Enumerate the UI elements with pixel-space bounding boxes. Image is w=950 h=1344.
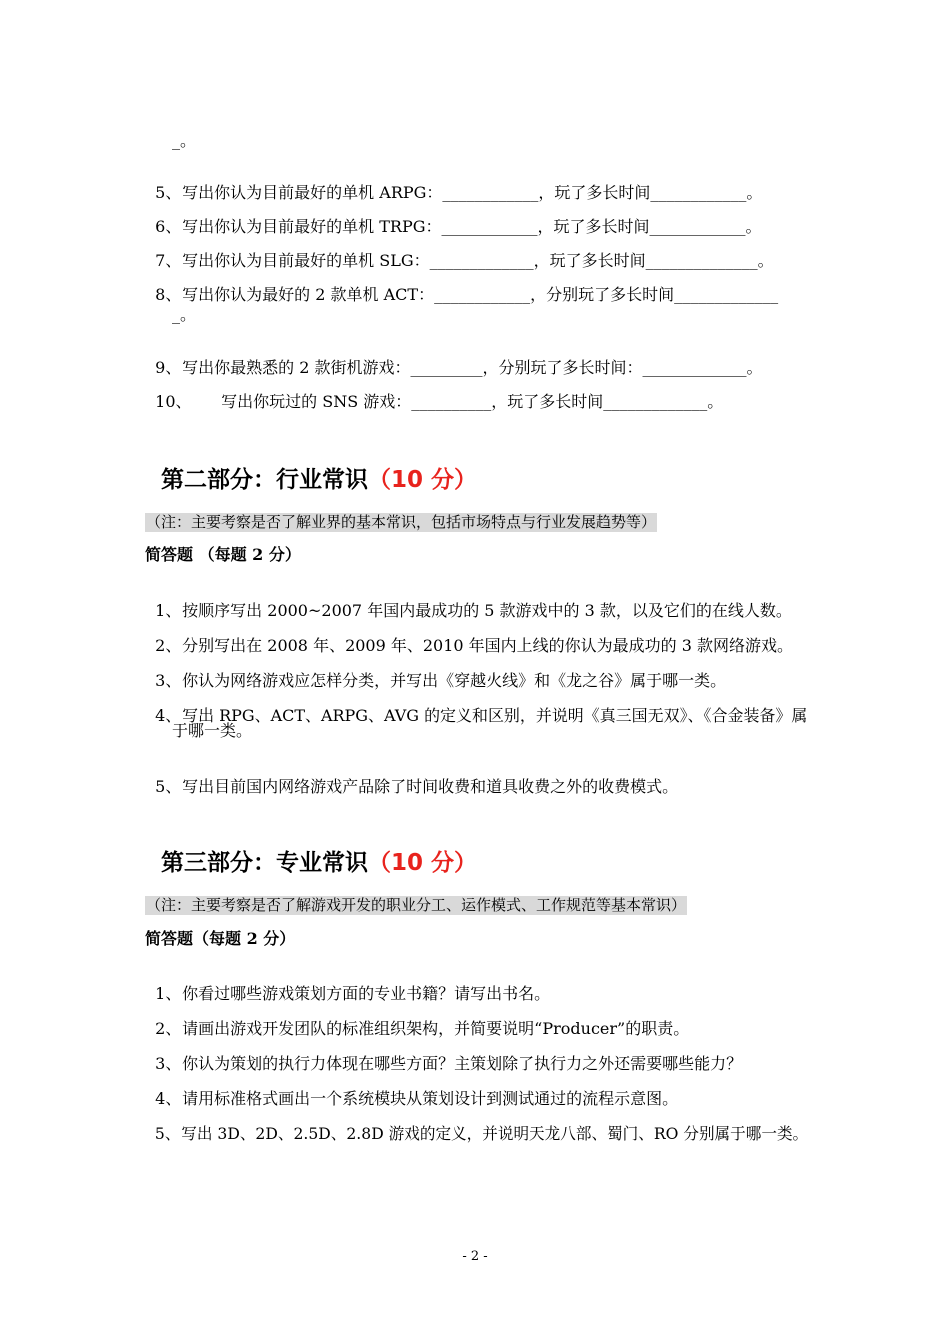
question-text: 你认为策划的执行力体现在哪些方面？主策划除了执行力之外还需要哪些能力？	[182, 1054, 743, 1073]
question-text: 写出 RPG、ACT、ARPG、AVG 的定义和区别，并说明《真三国无双》、《合金装备》属	[182, 706, 808, 725]
question-item	[145, 616, 793, 656]
question-number: 1、	[155, 601, 182, 620]
question-number: 6、	[155, 217, 182, 236]
question-number: 8、	[155, 285, 182, 304]
question-item	[145, 1104, 808, 1144]
section-heading	[145, 818, 477, 878]
question-text: 写出目前国内网络游戏产品除了时间收费和道具收费之外的收费模式。	[182, 777, 679, 796]
question-text: 写出你玩过的 SNS 游戏：__________，玩了多长时间_____________。	[221, 392, 724, 411]
question-item	[145, 757, 678, 797]
question-text: 写出你认为最好的 2 款单机 ACT：____________，分别玩了多长时间_____________	[182, 285, 779, 304]
question-number: 2、	[155, 1019, 182, 1038]
question-number: 3、	[155, 1054, 182, 1073]
question-number: 1、	[155, 984, 182, 1003]
question-item	[145, 1069, 678, 1109]
continuation-line: _。	[172, 305, 197, 324]
question-number: 5、	[155, 777, 182, 796]
question-number: 2、	[155, 636, 182, 655]
question-item	[145, 964, 550, 1004]
section-title: 第三部分：专业常识	[161, 850, 369, 876]
section-note: （注：主要考察是否了解业界的基本常识，包括市场特点与行业发展趋势等）	[146, 513, 657, 531]
question-text: 你看过哪些游戏策划方面的专业书籍？请写出书名。	[182, 984, 551, 1003]
question-number: 3、	[155, 671, 182, 690]
continuation-line: 于哪一类。	[172, 721, 253, 740]
question-number: 5、	[155, 183, 182, 202]
question-number: 4、	[155, 1089, 182, 1108]
section-score: （10 分）	[368, 850, 478, 876]
question-text: 你认为网络游戏应怎样分类，并写出《穿越火线》和《龙之谷》属于哪一类。	[182, 671, 727, 690]
continuation-line: _。	[172, 131, 197, 150]
question-text: 写出你认为目前最好的单机 TRPG：____________，玩了多长时间____________。	[182, 217, 762, 236]
question-type-heading: 简答题（每题 2 分）	[145, 929, 296, 948]
question-number: 7、	[155, 251, 182, 270]
question-item	[145, 372, 723, 412]
question-type-heading: 简答题 （每题 2 分）	[145, 545, 301, 564]
section-note: （注：主要考察是否了解游戏开发的职业分工、运作模式、工作规范等基本常识）	[146, 896, 687, 914]
question-text: 写出你认为目前最好的单机 ARPG：____________，玩了多长时间____________。	[182, 183, 763, 202]
question-item	[145, 651, 726, 691]
question-item	[145, 581, 792, 621]
question-text: 写出你最熟悉的 2 款街机游戏：_________，分别玩了多长时间：_____________。	[182, 358, 763, 377]
question-text: 分别写出在 2008 年、2009 年、2010 年国内上线的你认为最成功的 3 款网络游戏。	[182, 636, 794, 655]
question-item	[145, 999, 689, 1039]
section-title: 第二部分：行业常识	[161, 467, 369, 493]
question-text: 写出 3D、2D、2.5D、2.8D 游戏的定义，并说明天龙八部、蜀门、RO 分别属于哪一类。	[181, 1124, 809, 1143]
question-item	[145, 265, 778, 305]
question-number: 9、	[155, 358, 182, 377]
question-item	[145, 1034, 742, 1074]
page-number: - 2 -	[462, 1249, 488, 1264]
question-item	[145, 686, 807, 726]
question-number: 5、	[154, 1124, 181, 1143]
question-number: 10、	[155, 392, 192, 411]
question-text: 请画出游戏开发团队的标准组织架构，并简要说明“Producer”的职责。	[182, 1019, 690, 1038]
section-score: （10 分）	[368, 467, 478, 493]
question-number: 4、	[155, 706, 182, 725]
section-heading	[145, 435, 477, 495]
question-text: 按顺序写出 2000~2007 年国内最成功的 5 款游戏中的 3 款，以及它们的在线人数。	[182, 601, 792, 620]
question-text: 写出你认为目前最好的单机 SLG：_____________，玩了多长时间______________。	[182, 251, 774, 270]
question-text: 请用标准格式画出一个系统模块从策划设计到测试通过的流程示意图。	[182, 1089, 679, 1108]
